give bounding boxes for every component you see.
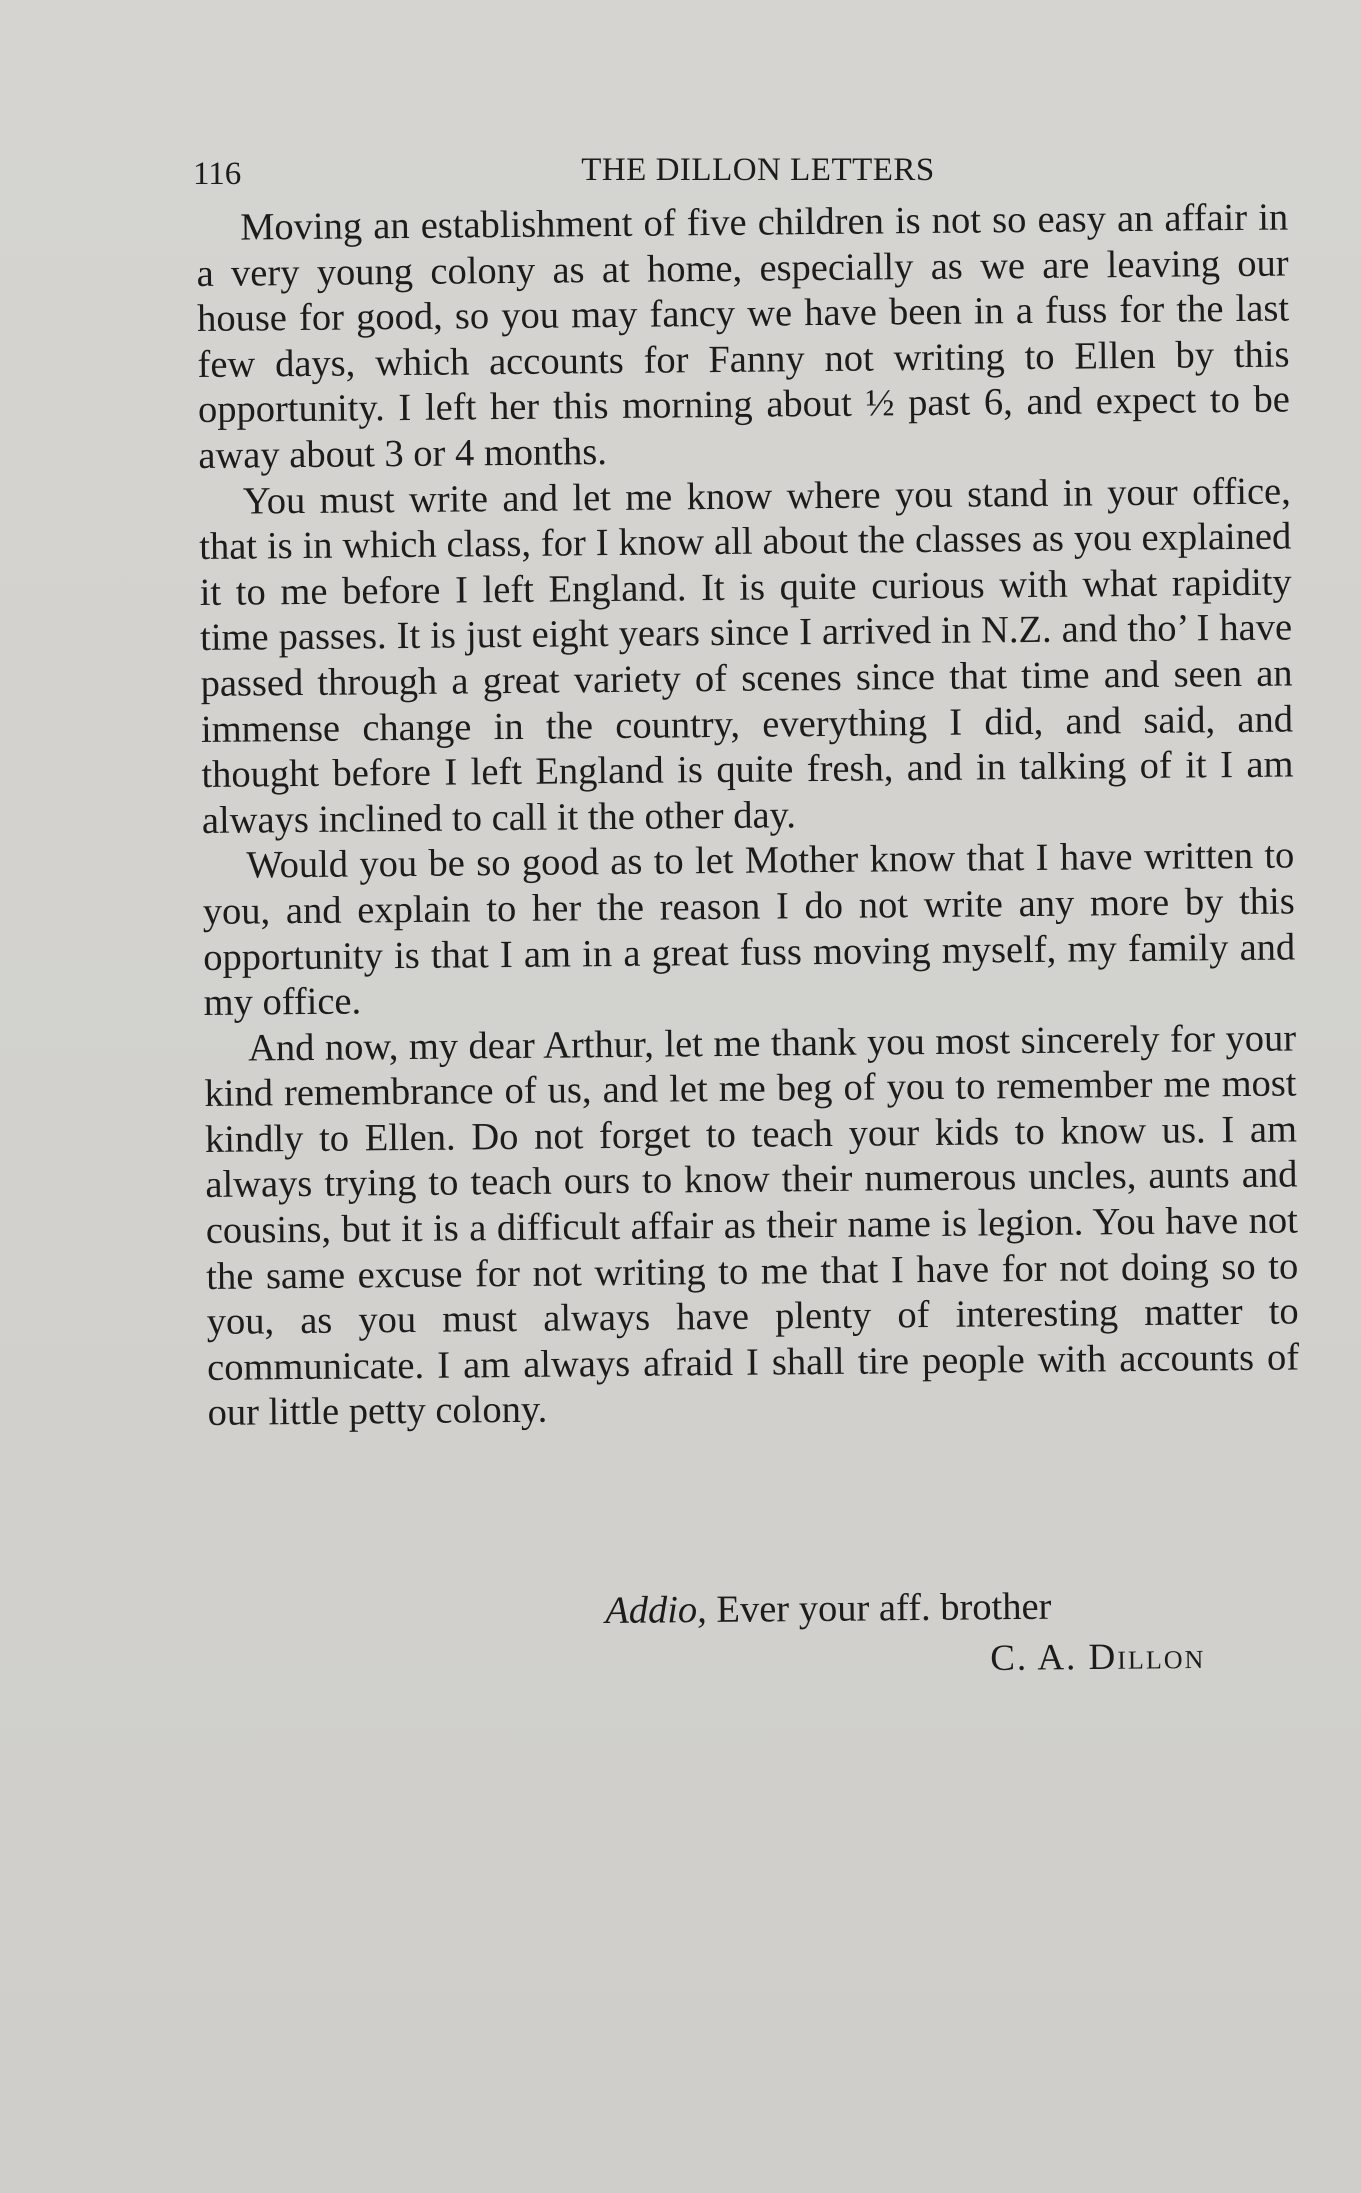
signature-initials: C. A. bbox=[990, 1637, 1089, 1679]
valediction-italic: Addio, bbox=[605, 1589, 708, 1632]
paragraph-3: Would you be so good as to let Mother know that I have written to you, and explain to her the reason I do not write any more by this opportunity is that I am in a great fuss moving myself, my family and my office. bbox=[202, 834, 1296, 1025]
letter-body bbox=[196, 196, 1300, 1437]
signature-name: Dillon bbox=[1088, 1635, 1206, 1679]
running-head bbox=[193, 148, 1283, 192]
paragraph-4: And now, my dear Arthur, let me thank you most sincerely for your kind remembrance of us, and let me beg of you to remember me most kindly to Ellen. Do not forget to teach your kids to know us. I am always trying to teach ours to know their numerous uncles, aunts and cousins, but it is a difficult affair as their name is legion. You have not the same excuse for not writing to me that I have for not doing so to you, as you must always have plenty of interesting matter to communicate. I am always afraid I shall tire people with accounts of our little petty colony. bbox=[204, 1017, 1300, 1435]
running-title: THE DILLON LETTERS bbox=[581, 152, 935, 188]
valediction-text: Ever your aff. brother bbox=[706, 1585, 1052, 1632]
letter-closing bbox=[605, 1584, 1052, 1634]
page-number: 116 bbox=[193, 156, 242, 192]
paragraph-1: Moving an establishment of five children is not so easy an affair in a very young colony as at home, especially as we are leaving our house for good, so you may fancy we have been in a fuss for the last few days, which accounts for Fanny not writing to Ellen by this opportunity. I left her this morning about ½ past 6, and expect to be away about 3 or 4 months. bbox=[196, 196, 1291, 477]
signature bbox=[990, 1634, 1205, 1682]
paragraph-2: You must write and let me know where you stand in your office, that is in which class, for I know all about the classes as you explained it to me before I left England. It is quite curious with what rapidity time passes. It is just eight years since I arrived in N.Z. and tho’ I have passed through a great variety of scenes since that time and seen an immense change in the country, everything I did, and said, and thought before I left England is quite fresh, and in talking of it I am always inclined to call it the other day. bbox=[199, 470, 1294, 842]
